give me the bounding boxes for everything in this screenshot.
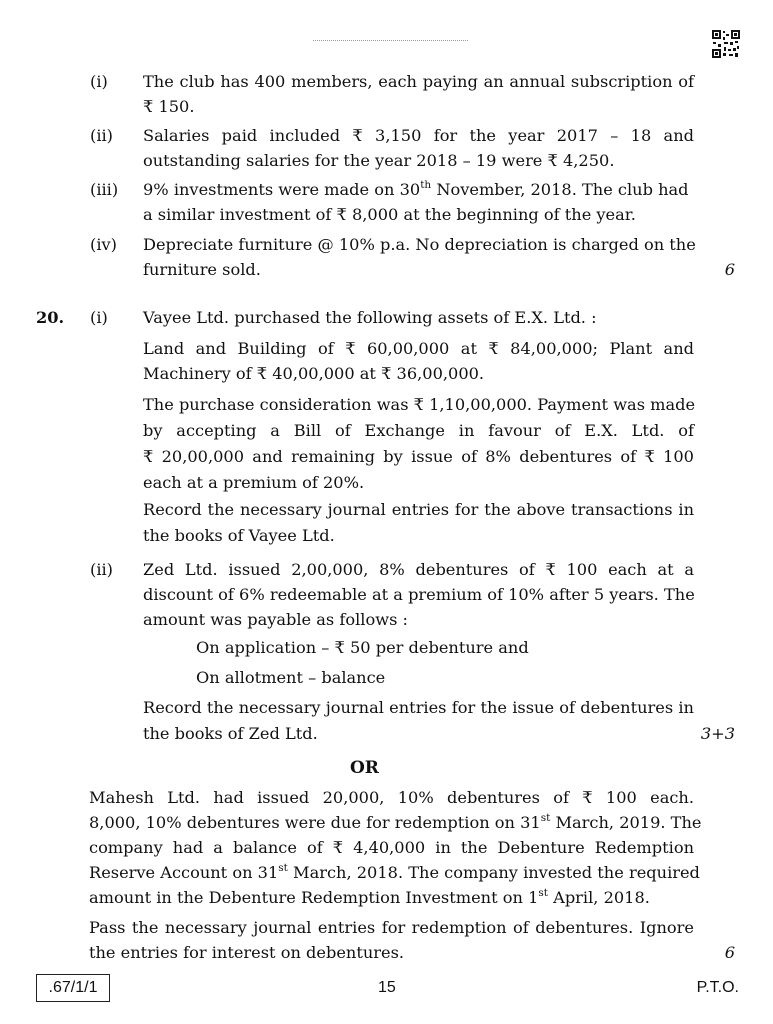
q19-marks: 6 — [724, 260, 735, 279]
paper-code: .67/1/1 — [36, 974, 110, 1002]
q20-part-i-line: each at a premium of 20%. — [143, 473, 365, 492]
q19-item-line: furniture sold. — [143, 260, 261, 279]
alt-question-line: the entries for interest on debentures. — [89, 943, 405, 962]
q20-marks: 3+3 — [700, 724, 735, 743]
pto-label: P.T.O. — [696, 979, 739, 996]
q20-part-ii-line: the books of Zed Ltd. — [143, 724, 318, 743]
alt-question-line: Pass the necessary journal entries for redemption of debentures. Ignore — [89, 918, 694, 937]
q19-item-line: The club has 400 members, each paying an annual subscription of — [143, 72, 694, 91]
q20-part-i-line: ₹ 20,00,000 and remaining by issue of 8% debentures of ₹ 100 — [143, 447, 694, 466]
q19-item-line: Depreciate furniture @ 10% p.a. No depreciation is charged on the — [143, 235, 696, 254]
or-heading: OR — [350, 758, 379, 778]
q20-part-i-line: by accepting a Bill of Exchange in favour of E.X. Ltd. of — [143, 421, 694, 440]
q19-item-line: ₹ 150. — [143, 97, 195, 116]
alt-question-line: Reserve Account on 31 $^{st}$ March, 2018. The company invested the required — [89, 861, 700, 882]
q19-item-label: (ii) — [90, 126, 113, 145]
qr-code-icon — [712, 30, 740, 58]
question-number: 20. — [36, 308, 65, 327]
q20-part-i-line: Vayee Ltd. purchased the following assets of E.X. Ltd. : — [143, 308, 597, 327]
alt-question-marks: 6 — [724, 943, 735, 962]
q20-part-i-line: The purchase consideration was ₹ 1,10,00,000. Payment was made — [143, 395, 696, 414]
alt-question-line: amount in the Debenture Redemption Investment on 1st April, 2018. — [89, 886, 650, 907]
q19-item-line: Salaries paid included ₹ 3,150 for the year 2017 – 18 and — [143, 126, 694, 145]
q20-part-ii-line: discount of 6% redeemable at a premium of 10% after 5 years. The — [143, 585, 695, 604]
q20-part-i-label: (i) — [90, 308, 108, 327]
q19-item-line — [143, 178, 694, 202]
page-number: 15 — [378, 979, 396, 996]
header-dotted-line — [313, 40, 468, 41]
alt-question-line: Mahesh Ltd. had issued 20,000, 10% debentures of ₹ 100 each. — [89, 788, 694, 807]
q20-part-ii-label: (ii) — [90, 560, 113, 579]
alt-question-line: company had a balance of ₹ 4,40,000 in the Debenture Redemption — [89, 838, 694, 857]
q20-part-i-line: Record the necessary journal entries for the above transactions in — [143, 500, 694, 519]
q20-part-ii-line: On application – ₹ 50 per debenture and — [196, 638, 529, 657]
q19-item-line-part: 9% investments were made on 30th November, 2018. The club had — [143, 178, 689, 199]
q20-part-ii-line: amount was payable as follows : — [143, 610, 408, 629]
q19-item-label: (iv) — [90, 235, 117, 254]
q19-item-line: outstanding salaries for the year 2018 – 19 were ₹ 4,250. — [143, 151, 615, 170]
q20-part-ii-line: Zed Ltd. issued 2,00,000, 8% debentures of ₹ 100 each at a — [143, 560, 694, 579]
q20-part-i-line: Land and Building of ₹ 60,00,000 at ₹ 84,00,000; Plant and — [143, 339, 694, 358]
q19-item-label: (iii) — [90, 180, 119, 199]
q19-item-label: (i) — [90, 72, 108, 91]
q19-item-line: a similar investment of ₹ 8,000 at the beginning of the year. — [143, 205, 636, 224]
alt-question-line: 8,000, 10% debentures were due for redemption on 31 $^{st}$ March, 2019. The — [89, 811, 702, 832]
q20-part-i-line: the books of Vayee Ltd. — [143, 526, 335, 545]
q20-part-ii-line: Record the necessary journal entries for the issue of debentures in — [143, 698, 694, 717]
q20-part-ii-line: On allotment – balance — [196, 668, 386, 687]
q20-part-i-line: Machinery of ₹ 40,00,000 at ₹ 36,00,000. — [143, 364, 485, 383]
